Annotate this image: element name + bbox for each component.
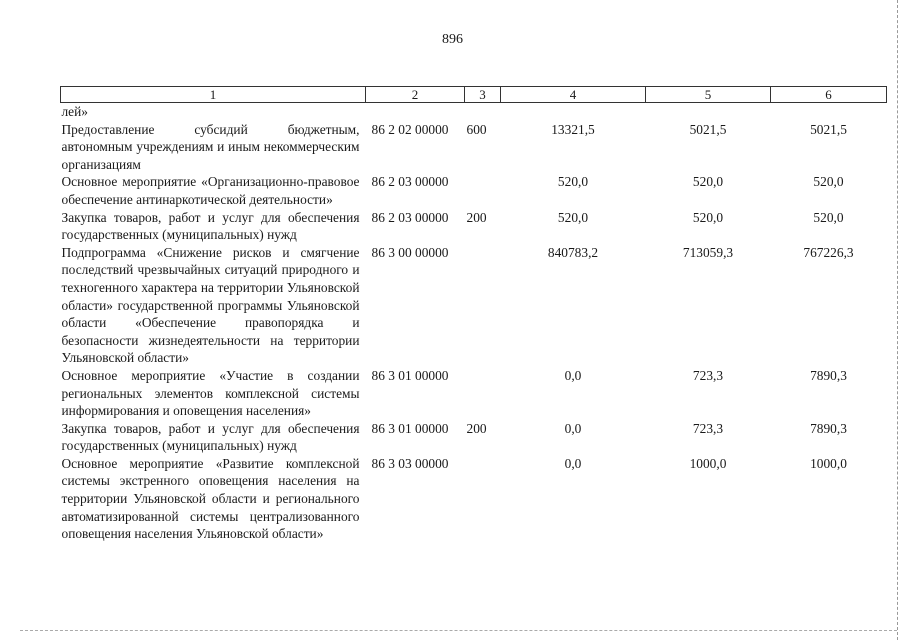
row-value-col5: 520,0: [692, 174, 724, 190]
row-description: Предоставление субсидий бюджетным, автономным учреждениям и иным некоммерческим организациям: [61, 121, 360, 172]
row-target-code: 86 3 01 00000: [371, 420, 449, 436]
table-row: [61, 121, 887, 174]
row-target-code: 86 2 02 00000: [371, 121, 449, 137]
row-description: Закупка товаров, работ и услуг для обеспечения государственных (муниципальных) нужд: [61, 209, 360, 243]
row-target-code: 86 3 03 00000: [371, 455, 449, 471]
row-description: Закупка товаров, работ и услуг для обеспечения государственных (муниципальных) нужд: [61, 420, 360, 454]
row-description: Основное мероприятие «Развитие комплексной системы экстренного оповещения населения на территории Ульяновской области и регионального автоматизированной системы централизованного оповещения населения Ульяновской области»: [61, 455, 360, 542]
row-value-col6: 767226,3: [803, 244, 854, 260]
column-header-3: 3: [465, 87, 501, 103]
column-header-2: 2: [366, 87, 465, 103]
row-value-col4: 520,0: [557, 174, 589, 190]
column-header-4: 4: [501, 87, 646, 103]
row-expense-type: [465, 367, 501, 420]
budget-table: [60, 86, 887, 543]
row-value-col4: 0,0: [564, 455, 582, 471]
row-value-col6: 7890,3: [810, 420, 847, 436]
table-row: [61, 209, 887, 244]
row-description: Подпрограмма «Снижение рисков и смягчение последствий чрезвычайных ситуаций природного и техногенного характера на территории Ульяновской области» государственной программы Ульяновской области «Обеспечение правопорядка и безопасности жизнедеятельности на территории Ульяновской области»: [61, 244, 360, 366]
row-value-col4: [501, 103, 646, 121]
row-value-col4: 13321,5: [551, 121, 595, 137]
row-value-col4: 520,0: [557, 209, 589, 225]
row-target-code: [366, 103, 465, 121]
scan-edge-right: [897, 0, 898, 640]
row-description: Основное мероприятие «Организационно-правовое обеспечение антинаркотической деятельности»: [61, 174, 360, 207]
table-row: [61, 173, 887, 208]
row-value-col5: 5021,5: [689, 121, 727, 137]
row-value-col6: [771, 103, 887, 121]
row-expense-type: 600: [466, 121, 487, 137]
row-value-col4: 0,0: [564, 420, 582, 436]
row-value-col6: 520,0: [813, 209, 844, 225]
table-header: [61, 87, 887, 103]
table-row: [61, 244, 887, 367]
row-expense-type: 200: [466, 420, 487, 436]
row-value-col5: 1000,0: [689, 455, 727, 471]
row-value-col5: 723,3: [692, 367, 724, 383]
row-target-code: 86 2 03 00000: [371, 174, 449, 190]
row-expense-type: [465, 103, 501, 121]
table-body: [61, 103, 887, 543]
row-target-code: 86 3 00 00000: [371, 244, 449, 260]
row-expense-type: [465, 244, 501, 367]
row-expense-type: [465, 173, 501, 208]
table-row: [61, 367, 887, 420]
row-description: лей»: [61, 104, 88, 119]
scan-edge-bottom: [20, 630, 897, 631]
row-value-col6: 520,0: [813, 174, 844, 190]
row-value-col5: [646, 103, 771, 121]
row-value-col5: 520,0: [692, 209, 724, 225]
page-number: 896: [442, 32, 463, 47]
row-expense-type: 200: [466, 209, 487, 225]
row-target-code: 86 3 01 00000: [371, 367, 449, 383]
row-target-code: 86 2 03 00000: [371, 209, 449, 225]
column-header-5: 5: [646, 87, 771, 103]
row-value-col6: 5021,5: [810, 121, 847, 137]
column-header-6: 6: [771, 87, 887, 103]
row-value-col4: 0,0: [564, 367, 582, 383]
table-row: [61, 455, 887, 543]
row-description: Основное мероприятие «Участие в создании региональных элементов комплексной системы информирования и оповещения населения»: [61, 367, 360, 419]
row-expense-type: [465, 455, 501, 543]
row-value-col5: 713059,3: [682, 244, 734, 260]
table-row: [61, 103, 887, 121]
column-header-1: 1: [61, 87, 366, 103]
row-value-col4: 840783,2: [547, 244, 599, 260]
row-value-col5: 723,3: [692, 420, 724, 436]
row-value-col6: 1000,0: [810, 455, 847, 471]
table-row: [61, 420, 887, 455]
row-value-col6: 7890,3: [810, 367, 847, 383]
